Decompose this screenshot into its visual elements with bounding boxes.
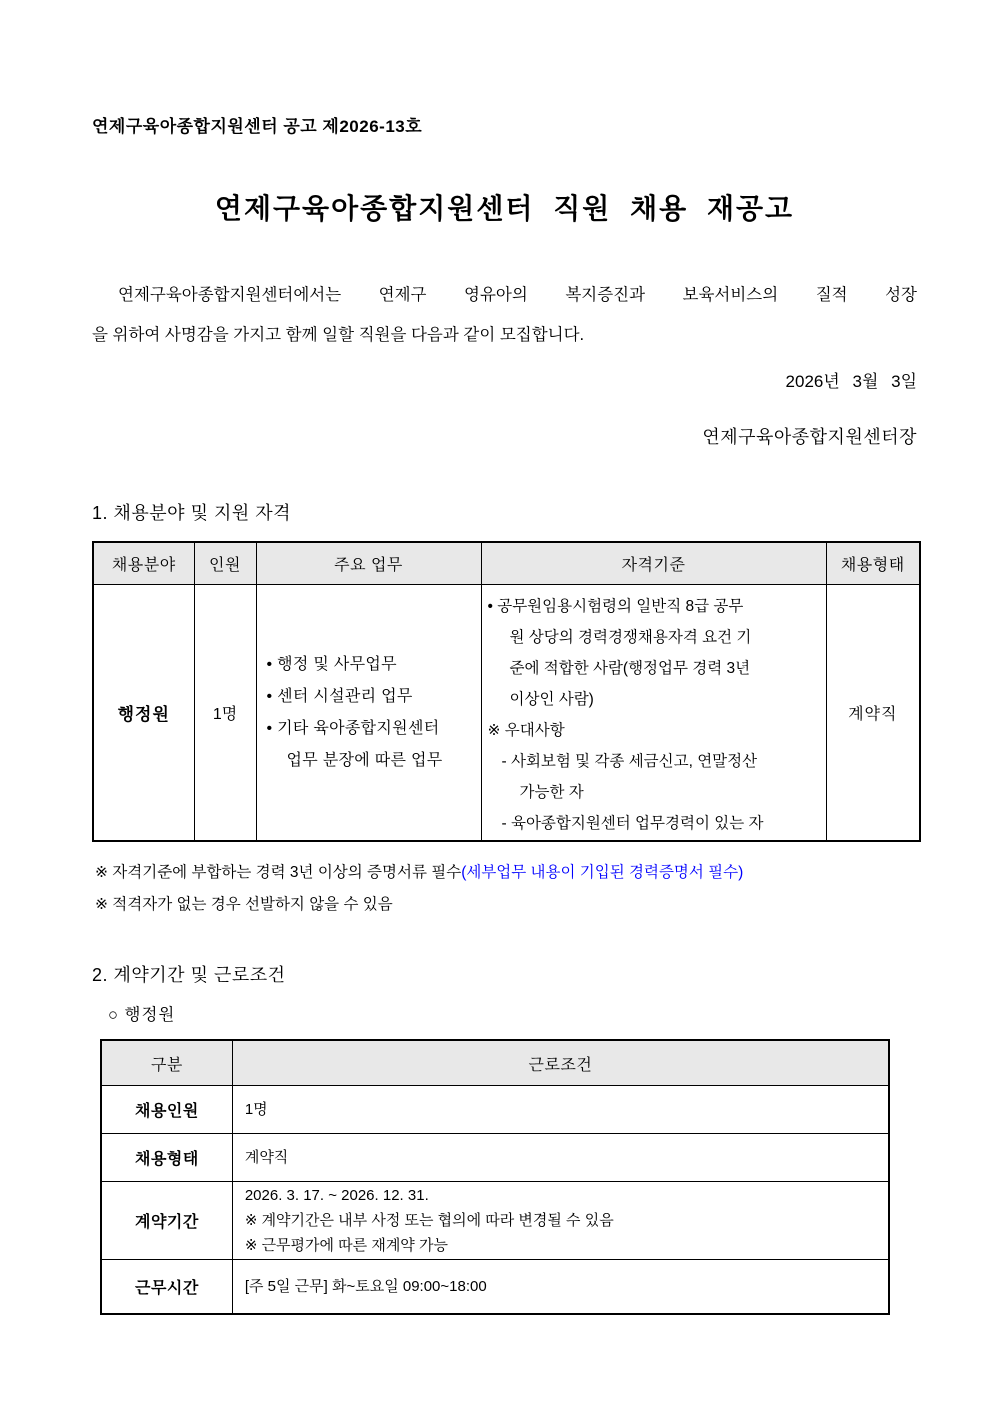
- qualification-line: 이상인 사람): [509, 691, 594, 708]
- page-title: 연제구육아종합지원센터 직원 채용 재공고: [214, 193, 795, 224]
- header-cell-qualifications: 자격기준: [481, 542, 826, 585]
- row-value: [232, 1086, 889, 1134]
- qualification-line: ※ 우대사항: [487, 722, 565, 739]
- intro-line-1: 연제구육아종합지원센터에서는 연제구 영유아의 복지증진과 보육서비스의 질적 성장: [118, 286, 917, 304]
- note-no-selection: ※ 적격자가 없는 경우 선발하지 않을 수 있음: [95, 896, 393, 913]
- row-value: [232, 1134, 889, 1182]
- value-line: 1명: [244, 1101, 268, 1118]
- section-1-heading: 1. 채용분야 및 지원 자격: [92, 503, 292, 523]
- issue-date: 2026년 3월 3일: [785, 372, 917, 391]
- section-2-heading: 2. 계약기간 및 근로조건: [92, 965, 286, 985]
- header-cell-headcount: 인원: [194, 542, 256, 585]
- intro-line-2: 을 위하여 사명감을 가지고 함께 일할 직원을 다음과 같이 모집합니다.: [92, 326, 585, 344]
- qualification-line: 원 상당의 경력경쟁채용자격 요건 기: [509, 629, 752, 646]
- header-cell-category: 구분: [101, 1040, 232, 1086]
- note-1-black-text: ※ 자격기준에 부합하는 경력 3년 이상의 증명서류 필수: [95, 864, 462, 881]
- recruitment-table-row: [93, 585, 920, 842]
- value-line: ※ 근무평가에 따른 재계약 가능: [244, 1237, 448, 1254]
- value-line: 계약직: [244, 1149, 289, 1166]
- qualification-line: - 사회보험 및 각종 세금신고, 연말정산: [501, 753, 758, 770]
- duties-cell: [256, 585, 481, 842]
- header-cell-employment-type: 채용형태: [826, 542, 920, 585]
- conditions-table-header-row: [101, 1040, 889, 1086]
- row-value: [232, 1182, 889, 1260]
- table-notes: [92, 857, 917, 921]
- header-cell-conditions: 근로조건: [232, 1040, 889, 1086]
- qualification-line: • 공무원임용시험령의 일반직 8급 공무: [487, 598, 744, 615]
- row-value: [232, 1260, 889, 1314]
- employment-type-cell: 계약직: [826, 585, 920, 842]
- note-1-blue-text: (세부업무 내용이 기입된 경력증명서 필수): [461, 864, 744, 881]
- value-line: ※ 계약기간은 내부 사정 또는 협의에 따라 변경될 수 있음: [244, 1212, 614, 1229]
- issuer-signature: 연제구육아종합지원센터장: [702, 427, 917, 447]
- qualifications-cell: [481, 585, 826, 842]
- qualification-line: - 육아종합지원센터 업무경력이 있는 자: [501, 815, 764, 832]
- recruitment-table: [92, 541, 921, 842]
- duty-line: • 기타 육아종합지원센터: [266, 719, 440, 737]
- duty-line: • 센터 시설관리 업무: [266, 687, 413, 705]
- value-line: [주 5일 근무] 화~토요일 09:00~18:00: [244, 1277, 487, 1295]
- qualification-line: 준에 적합한 사람(행정업무 경력 3년: [509, 660, 751, 677]
- conditions-row-contract-period: [101, 1182, 889, 1260]
- doc-number: 연제구육아종합지원센터 공고 제2026-13호: [92, 117, 423, 136]
- field-cell: 행정원: [93, 585, 194, 842]
- conditions-row-employment-type: [101, 1134, 889, 1182]
- recruitment-table-header-row: [93, 542, 920, 585]
- intro-paragraph: [92, 275, 917, 355]
- row-label: 채용인원: [101, 1086, 232, 1134]
- row-label: 계약기간: [101, 1182, 232, 1260]
- qualification-line: 가능한 자: [519, 784, 584, 801]
- conditions-row-working-hours: [101, 1260, 889, 1314]
- header-cell-duties: 주요 업무: [256, 542, 481, 585]
- value-line: 2026. 3. 17. ~ 2026. 12. 31.: [244, 1187, 429, 1204]
- note-qualification-documents: [95, 857, 917, 889]
- duty-line: 업무 분장에 따른 업무: [286, 751, 443, 769]
- duty-line: • 행정 및 사무업무: [266, 655, 397, 673]
- header-cell-field: 채용분야: [93, 542, 194, 585]
- working-conditions-table: [100, 1039, 890, 1315]
- job-subheading: ○ 행정원: [108, 1006, 176, 1024]
- headcount-cell: 1명: [194, 585, 256, 842]
- row-label: 근무시간: [101, 1260, 232, 1314]
- conditions-row-headcount: [101, 1086, 889, 1134]
- row-label: 채용형태: [101, 1134, 232, 1182]
